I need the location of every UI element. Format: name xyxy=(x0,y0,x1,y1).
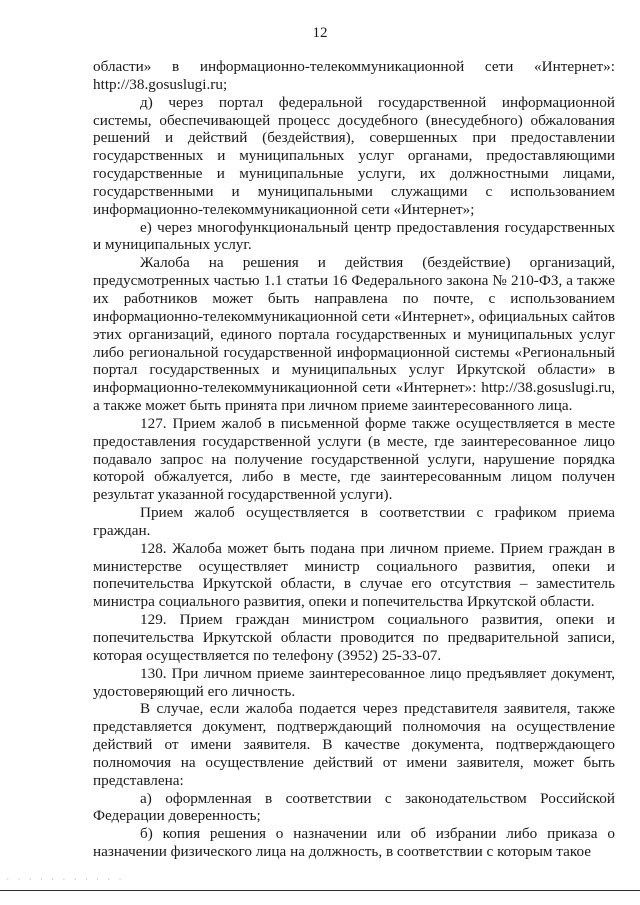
paragraph-schedule: Прием жалоб осуществляется в соответствии с графиком приема граждан. xyxy=(93,504,615,539)
paragraph-continuation: области» в информационно-телекоммуникационной сети «Интернет»: http://38.gosuslugi.ru; xyxy=(93,58,615,93)
paragraph-128: 128. Жалоба может быть подана при личном приеме. Прием граждан в министерстве осуществляет министр социального развития, опеки и попечительства Иркутской области, в случае его отсутствия – заместитель министра социального развития, опеки и попечительства Иркутской области. xyxy=(93,539,615,611)
paragraph-127: 127. Прием жалоб в письменной форме также осуществляется в месте предоставления государственной услуги (в месте, где заинтересованное лицо подавало запрос на получение государственной услуги, нарушение порядка которой обжалуется, либо в месте, где заинтересованным лицом получен результат указанной государственной услуги). xyxy=(93,414,615,504)
document-body xyxy=(93,58,615,861)
page-bottom-rule xyxy=(0,890,640,891)
paragraph-item-d: д) через портал федеральной государственной информационной системы, обеспечивающей процесс досудебного (внесудебного) обжалования решений и действий (бездействия), совершенных при предоставлении государственных и муниципальных услуг органами, предоставляющими государственные и муниципальные услуги, их должностными лицами, государственными и муниципальными служащими с использованием информационно-телекоммуникационной сети «Интернет»; xyxy=(93,93,615,218)
paragraph-representative: В случае, если жалоба подается через представителя заявителя, также представляется документ, подтверждающий полномочия на осуществление действий от имени заявителя. В качестве документа, подтверждающего полномочия на осуществление действий от имени заявителя, может быть представлена: xyxy=(93,700,615,789)
paragraph-item-e: е) через многофункциональный центр предоставления государственных и муниципальных услуг. xyxy=(93,218,615,254)
paragraph-130: 130. При личном приеме заинтересованное лицо предъявляет документ, удостоверяющий его личность. xyxy=(93,664,615,700)
paragraph-item-a: а) оформленная в соответствии с законодательством Российской Федерации доверенность; xyxy=(93,789,615,825)
paragraph-complaint-organizations: Жалоба на решения и действия (бездействие) организаций, предусмотренных частью 1.1 статьи 16 Федерального закона № 210-ФЗ, а также их работников может быть направлена по почте, с использованием информационно-телекоммуникационной сети «Интернет», официальных сайтов этих организаций, единого портала государственных и муниципальных услуг либо региональной государственной информационной системы «Региональный портал государственных и муниципальных услуг Иркутской области» в информационно-телекоммуникационной сети «Интернет»: http://38.gosuslugi.ru, а также может быть принята при личном приеме заинтересованного лица. xyxy=(93,254,615,415)
scan-artifact: · · · · · · · · · · · xyxy=(6,876,124,883)
paragraph-129: 129. Прием граждан министром социального развития, опеки и попечительства Иркутской области проводится по предварительной записи, которая осуществляется по телефону (3952) 25-33-07. xyxy=(93,611,615,664)
paragraph-item-b: б) копия решения о назначении или об избрании либо приказа о назначении физического лица на должность, в соответствии с которым такое xyxy=(93,825,615,861)
page-number: 12 xyxy=(312,25,328,41)
